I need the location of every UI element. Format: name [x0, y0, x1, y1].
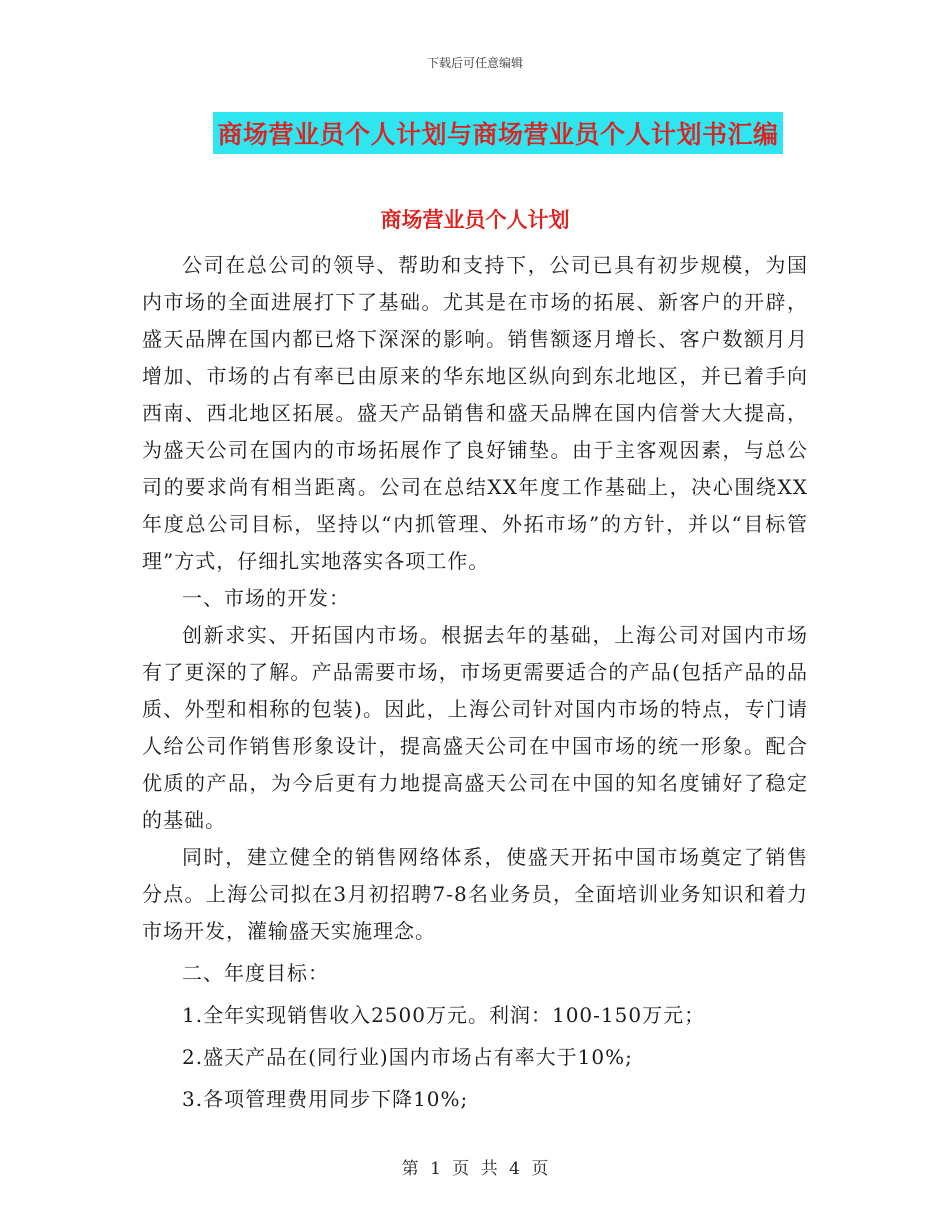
paragraph-market: 创新求实、开拓国内市场。根据去年的基础，上海公司对国内市场有了更深的了解。产品需要市场，市场更需要适合的产品(包括产品的品质、外型和相称的包装)。因此，上海公司针对国内市场的特点，专门请人给公司作销售形象设计，提高盛天公司在中国市场的统一形象。配合优质的产品，为今后更有力地提高盛天公司在中国的知名度铺好了稳定的基础。: [142, 623, 808, 832]
document-title: 商场营业员个人计划与商场营业员个人计划书汇编: [213, 112, 782, 154]
target-item-1: 1.全年实现销售收入2500万元。利润：100-150万元；: [182, 1003, 706, 1027]
header-note: 下载后可任意编辑: [426, 56, 523, 70]
page-footer: 第 1 页 共 4 页: [401, 1159, 549, 1179]
heading-annual-targets: 二、年度目标：: [182, 961, 329, 985]
title-wrap: [0, 112, 950, 154]
target-item-2: 2.盛天产品在(同行业)国内市场占有率大于10%;: [182, 1045, 633, 1069]
heading-market-development: 一、市场的开发：: [182, 586, 350, 610]
paragraph-sales-network: 同时，建立健全的销售网络体系，使盛天开拓中国市场奠定了销售分点。上海公司拟在3月初招聘7-8名业务员，全面培训业务知识和着力市场开发，灌输盛天实施理念。: [142, 845, 808, 943]
section-title: 商场营业员个人计划: [380, 207, 570, 232]
paragraph-intro: 公司在总公司的领导、帮助和支持下，公司已具有初步规模，为国内市场的全面进展打下了基础。尤其是在市场的拓展、新客户的开辟，盛天品牌在国内都已烙下深深的影响。销售额逐月增长、客户数额月月增加、市场的占有率已由原来的华东地区纵向到东北地区，并已着手向西南、西北地区拓展。盛天产品销售和盛天品牌在国内信誉大大提高，为盛天公司在国内的市场拓展作了良好铺垫。由于主客观因素，与总公司的要求尚有相当距离。公司在总结XX年度工作基础上，决心围绕XX年度总公司目标，坚持以“内抓管理、外拓市场”的方针，并以“目标管理”方式，仔细扎实地落实各项工作。: [142, 253, 808, 573]
target-item-3: 3.各项管理费用同步下降10%;: [182, 1087, 469, 1111]
body-text: [142, 247, 808, 1118]
